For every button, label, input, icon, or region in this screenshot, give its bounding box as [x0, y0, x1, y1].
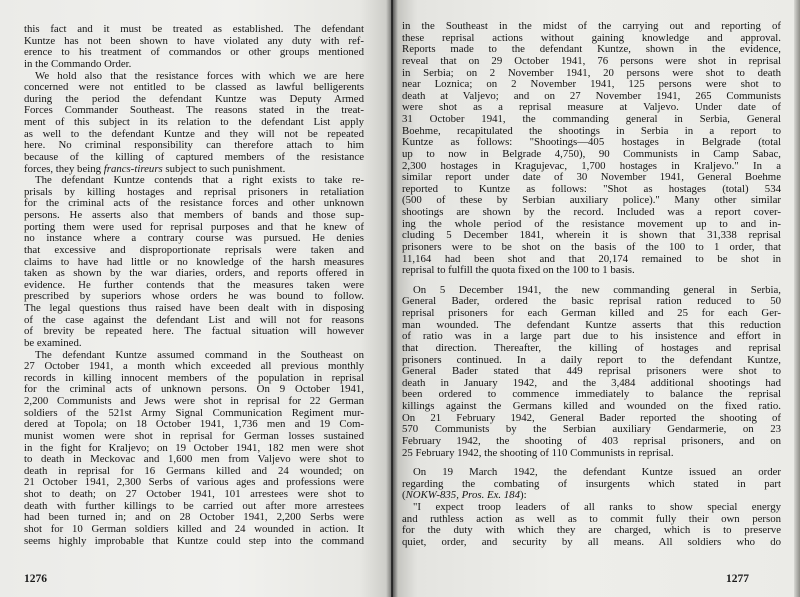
text-line: death in reprisal for 16 Germans killed and 24 wounded; on: [24, 464, 364, 477]
text-line: ing the whole period of the resistance movement up to and in-: [402, 217, 781, 230]
text-line: The defendant Kuntze assumed command in the Southeast on: [35, 348, 364, 361]
right-page: [393, 0, 800, 597]
left-page-number: 1276: [24, 573, 47, 585]
text-line: 2,200 Communists and Jews were shot in reprisal for 22 German: [24, 395, 364, 407]
text-line: 25 February 1942, the shooting of 110 Communists in reprisal.: [402, 446, 674, 459]
text-line: because of the killing of captured members of the resistance: [24, 150, 364, 163]
text-line: and ruthless action as well as to commit fully their own person: [402, 512, 781, 525]
text-line: forces, they being francs-tireurs subject to such punishment.: [24, 162, 286, 175]
text-line: death with further killings to be carried out after more arrestees: [24, 499, 364, 512]
text-line: munist women were shot in reprisal for German losses sustained: [24, 429, 364, 442]
text-line: near Loznica; on 2 November 1941, 125 persons were shot to: [402, 78, 781, 91]
text-line: soldiers of the 521st Army Signal Communication Regiment mur-: [24, 406, 364, 419]
text-line: 570 Communists by the Serbian auxiliary Gendarmerie, on 23: [402, 423, 781, 436]
text-line: in the Commando Order.: [24, 57, 132, 70]
text-line: that direction. Thereafter, the killing of hostages and reprisal: [402, 341, 781, 354]
left-page: [0, 0, 391, 597]
text-line: during the period the defendant Kuntze was Deputy Armed: [24, 92, 364, 105]
text-line: this fact and it must be treated as established. The defendant: [24, 23, 364, 35]
text-line: "I expect troop leaders of all ranks to show special energy: [413, 501, 781, 513]
text-line: February 1942, the shooting of 403 reprisal prisoners, and on: [402, 434, 781, 447]
text-line: regarding the combating of insurgents which stated in part: [402, 477, 781, 490]
text-line: seems highly improbable that Kuntze could step into the command: [24, 534, 364, 547]
text-line: in the Southeast in the midst of the carrying out and reporting of: [402, 20, 781, 32]
text-line: were shot as a reprisal measure at Valjevo. Under date of: [402, 101, 781, 114]
text-line: prisoners continued. In a daily report to the defendant Kuntze,: [402, 353, 781, 366]
text-line: Kuntze as follows: "Shootings—405 hostages in Belgrade (total: [402, 136, 781, 149]
text-line: The defendant Kuntze contends that a right exists to take re-: [35, 174, 364, 187]
text-line: for the duty with which they are charged, which is to preserve: [402, 524, 781, 537]
text-line: On 19 March 1942, the defendant Kuntze issued an order: [413, 466, 781, 479]
right-page-number: 1277: [726, 573, 749, 585]
text-line: in Serbia; on 2 November 1941, 20 persons were shot to death: [402, 66, 781, 79]
text-line: On 5 December 1941, the new commanding general in Serbia,: [413, 283, 781, 296]
text-line: The legal questions thus raised have been dealt with in disposing: [24, 302, 364, 314]
text-line: 2,300 hostages in Kragujevac, 1,700 hostages in Kraljevo." In a: [402, 159, 781, 172]
text-line: as well to the defendant Kuntze and they will not be repeated: [24, 127, 364, 140]
text-line: death at Valjevo; and on 27 November 1941, 265 Communists: [402, 89, 781, 102]
text-line: in the fight for Kraljevo; on 19 October 1941, 182 men were shot: [24, 441, 364, 454]
text-line: shootings are shown by the record. Included was a report cover-: [402, 206, 781, 218]
text-line: On 21 February 1942, General Bader reported the shooting of: [402, 411, 781, 424]
text-line: 27 October 1941, a month which exceeded all previous monthly: [24, 360, 364, 373]
text-line: killings against the Germans killed and wounded on the fixed ratio.: [402, 400, 781, 412]
text-line: porting them were used for reprisal purposes and that he knew of: [24, 220, 364, 233]
text-line: 11,164 had been shot and that 20,174 remained to be shot in: [402, 252, 781, 265]
text-line: (NOKW-835, Pros. Ex. 184):: [402, 489, 527, 502]
text-line: taken as shown by the war diaries, orders, and reports offered in: [24, 267, 364, 280]
text-line: quiet, order, and security by all means. All soldiers who do: [402, 535, 781, 548]
right-page-text: [402, 21, 781, 549]
text-line: of the case against the defendant List and will not for reasons: [24, 313, 364, 326]
text-line: been ordered to commence immediately to balance the reprisal: [402, 388, 781, 401]
text-line: General Bader, ordered the basic reprisal ration reduced to 50: [402, 295, 781, 308]
book-gutter: [386, 0, 398, 597]
text-line: of brevity be repeated here. The factual situation will however: [24, 325, 364, 338]
text-line: Kuntze has not been shown to have violated any duty with ref-: [24, 34, 364, 47]
text-line: concerned were not entitled to be classed as lawful belligerents: [24, 81, 364, 94]
left-page-text: [24, 24, 364, 547]
text-line: 21 October 1941, 2,300 Serbs of various ages and professions were: [24, 476, 364, 489]
text-line: General Bader stated that 449 reprisal prisoners were shot to: [402, 365, 781, 378]
text-line: prisoners were to be shot on the basis of the 100 to 1 order, that: [402, 240, 781, 253]
text-line: had been turned in; and on 28 October 1941, 2,200 Serbs were: [24, 511, 364, 524]
text-line: similar report under date of 30 November 1941, General Boehme: [402, 171, 781, 184]
page-edge: [794, 0, 800, 597]
text-line: Boehme, recapitulated the shootings in Serbia in a report to: [402, 124, 781, 137]
text-line: reprisal prisoners for each German killed and 25 for each Ger-: [402, 307, 781, 319]
text-line: reveal that on 29 October 1941, 76 persons were shot in reprisal: [402, 54, 781, 67]
text-line: cluding 5 December 1841, wherein it is shown that 31,338 reprisal: [402, 229, 781, 242]
text-line: records in killing innocent members of the population in reprisal: [24, 371, 364, 384]
text-line: erence to his treatment of commandos or other groups mentioned: [24, 46, 364, 59]
italic-phrase: NOKW-835, Pros. Ex. 184: [405, 489, 520, 502]
text-line: claims to have had little or no knowledge of the harsh measures: [24, 255, 364, 268]
text-line: be examined.: [24, 336, 82, 349]
text-line: for the criminal acts of the resistance forces and other unknown: [24, 197, 364, 210]
text-line: 31 October 1941, the commanding general in Serbia, General: [402, 113, 781, 125]
text-line: shot for 10 German soldiers killed and 24 wounded in action. It: [24, 522, 364, 535]
text-line: shot to death; on 27 October 1941, 101 arrestees were shot to: [24, 488, 364, 500]
text-line: these reprisal actions without gaining knowledge and approval.: [402, 31, 781, 44]
text-line: prescribed by superiors whose orders he was bound to follow.: [24, 290, 364, 303]
text-line: of ratio was in a large part due to his insistence and effort in: [402, 330, 781, 343]
text-line: to death in Meckovac and 1,600 men from Valjevo were shot to: [24, 453, 364, 466]
text-line: up to now in Belgrade 4,750), 90 Communists in Camp Sabac,: [402, 147, 781, 160]
text-line: death in January 1942, and the 3,484 additional shootings had: [402, 376, 781, 389]
italic-phrase: francs-tireurs: [103, 162, 163, 175]
text-line: evidence. He further contends that the measures taken were: [24, 278, 364, 291]
text-line: ment of this subject in its relation to the defendant List apply: [24, 116, 364, 128]
text-line: dered at Topola; on 18 October 1941, 1,736 men and 19 Com-: [24, 418, 364, 431]
text-line: man wounded. The defendant Kuntze asserts that this reduction: [402, 318, 781, 331]
text-line: prisals by killing hostages and reprisal prisoners in retaliation: [24, 185, 364, 198]
text-line: here. No criminal responsibility can therefore attach to him: [24, 139, 364, 152]
text-line: reported to Kuntze as follows: "Shot as hostages (total) 534: [402, 182, 781, 195]
text-line: Forces Commander Southeast. The reasons stated in the treat-: [24, 104, 364, 117]
text-line: for the criminal acts of unknown persons. On 9 October 1941,: [24, 383, 364, 396]
text-line: reprisal to fulfill the quota fixed on the 100 to 1 basis.: [402, 264, 635, 277]
text-line: Reports made to the defendant Kuntze, shown in the evidence,: [402, 43, 781, 56]
text-line: We hold also that the resistance forces with which we are here: [35, 69, 364, 82]
text-line: persons. He asserts also that members of bands and those sup-: [24, 209, 364, 221]
text-line: that excessive and disproportionate reprisals were taken and: [24, 243, 364, 256]
text-line: no instance where a contrary course was pursued. He denies: [24, 232, 364, 245]
text-line: (500 of these by Serbian auxiliary police)." Many other similar: [402, 194, 781, 207]
